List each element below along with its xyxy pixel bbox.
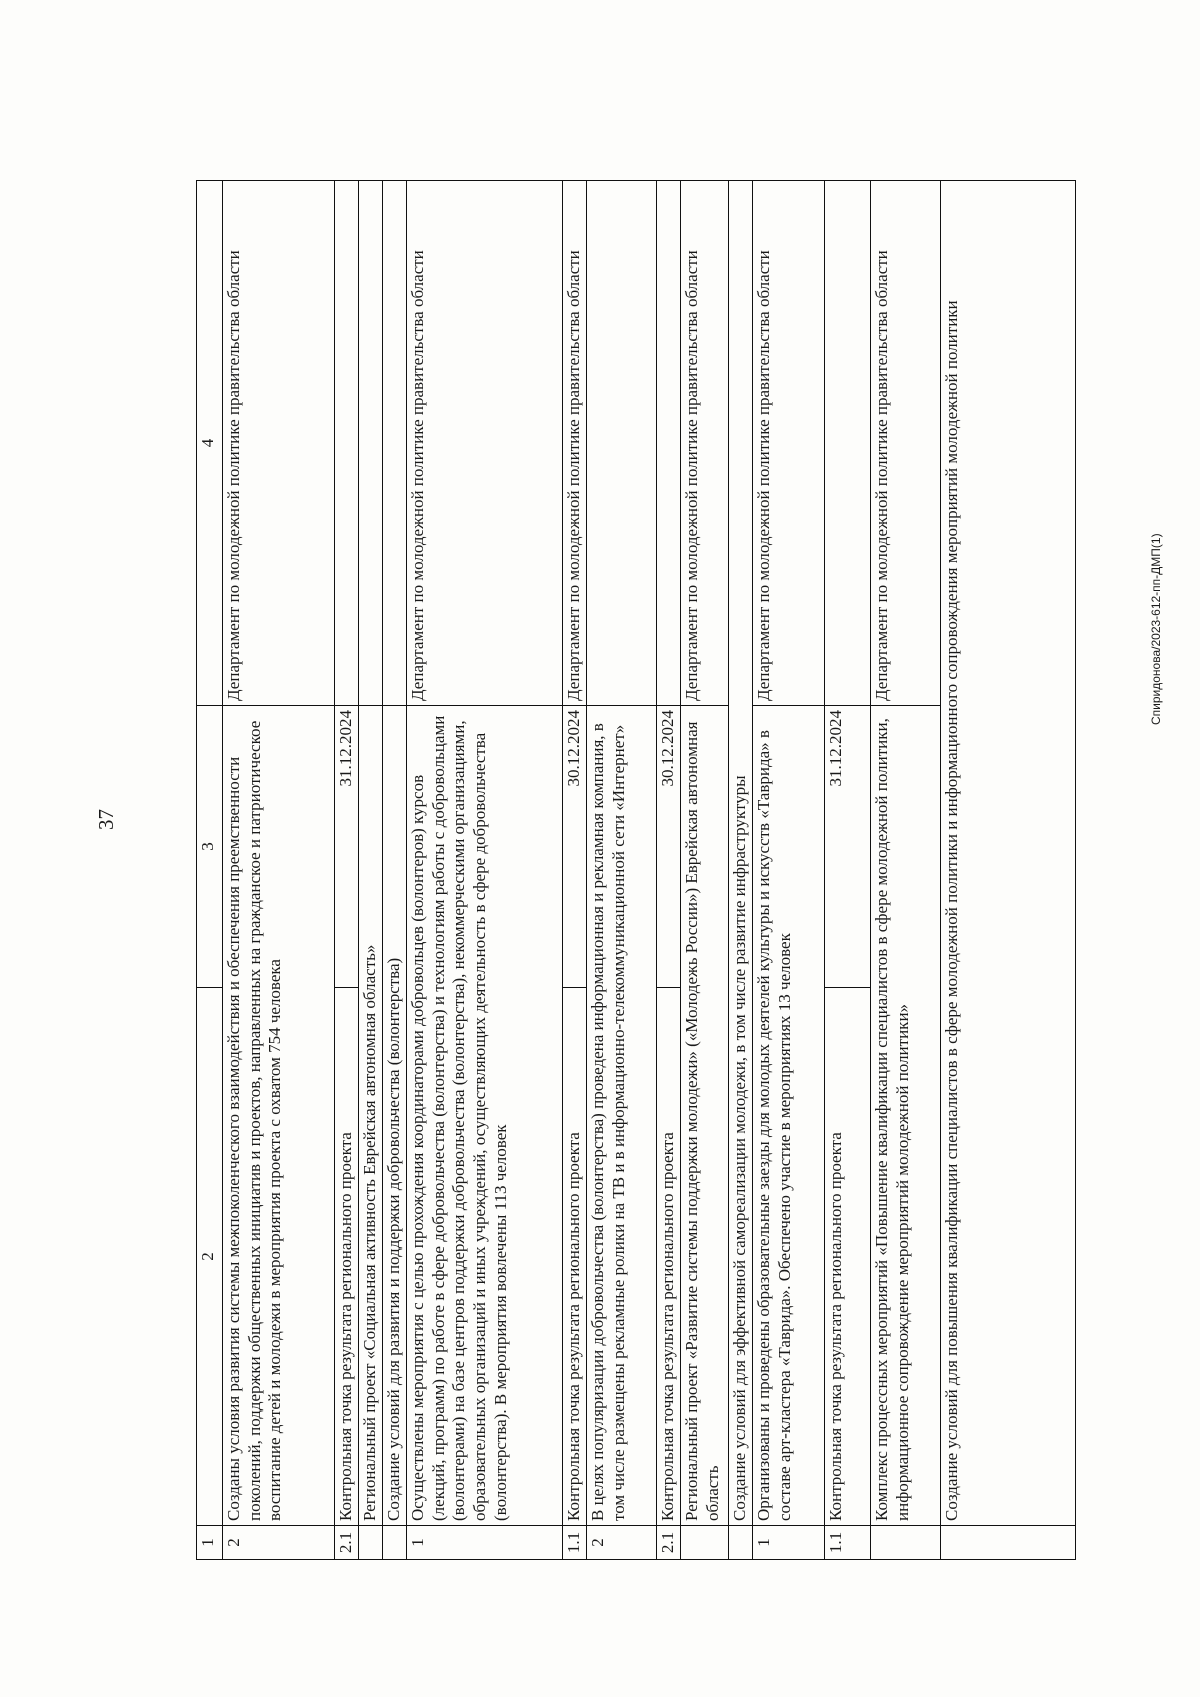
table-header-row	[197, 181, 223, 1559]
table-row	[825, 181, 871, 1559]
row-responsible: Департамент по молодежной политике правительства области	[564, 250, 583, 701]
row-responsible: Департамент по молодежной политике правительства области	[872, 250, 891, 701]
row-responsible	[657, 181, 680, 705]
row-responsible: Департамент по молодежной политике правительства области	[224, 250, 243, 701]
page-number: 37	[94, 809, 118, 830]
row-text: В целях популяризации добровольчества (волонтерства) проведена информационная и рекламная компания, в том числе размещены рекламные ролики на ТВ и в информационно-телекоммуникационной сети «Интернет»	[587, 705, 656, 1525]
table-row	[681, 181, 729, 1559]
header-col-1: 1	[197, 1525, 222, 1559]
header-col-4: 4	[198, 438, 217, 448]
table-row	[941, 181, 1075, 1559]
row-text: Контрольная точка результата регионального проекта	[825, 987, 870, 1525]
row-responsible	[335, 181, 358, 705]
row-number: 2	[223, 1525, 334, 1559]
row-text: Осуществлены мероприятия с целью прохождения координаторами добровольцев (волонтеров) курсов (лекций, программ) по работе в сфере добровольчества (волонтерства) и технологиям работы с добровольцами (волонтерами) на базе центров поддержки добровольчества (волонтерства), некоммерческими организациями, образовательных организаций и иных учреждений, осуществляющих деятельность в сфере добровольчества (волонтерства). В мероприятия вовлечены 113 человек	[407, 705, 562, 1525]
row-text: Контрольная точка результата регионального проекта	[335, 987, 358, 1525]
table-row	[587, 181, 657, 1559]
row-responsible	[383, 181, 406, 705]
section-title: Создание условий для эффективной самореализации молодежи, в том числе развитие инфраструктуры	[730, 775, 749, 1521]
row-number: 1	[407, 1525, 562, 1559]
row-number	[681, 1525, 728, 1559]
table-row	[359, 181, 383, 1559]
row-number: 2	[587, 1525, 656, 1559]
row-number: 2.1	[657, 1525, 680, 1559]
row-text: Контрольная точка результата регионального проекта	[657, 987, 680, 1525]
table-row	[223, 181, 335, 1559]
row-number	[383, 1525, 406, 1559]
row-responsible: Департамент по молодежной политике правительства области	[754, 250, 773, 701]
row-number	[359, 1525, 382, 1559]
row-date: 31.12.2024	[335, 705, 358, 987]
row-number	[941, 1525, 1075, 1559]
document-code: Спиридонова/2023-612-пп-ДМП(1)	[1149, 533, 1163, 725]
row-date: 30.12.2024	[657, 705, 680, 987]
row-responsible	[359, 181, 382, 705]
header-col-2: 2	[197, 987, 222, 1525]
table-row	[657, 181, 681, 1559]
table-row	[871, 181, 941, 1559]
table-row	[383, 181, 407, 1559]
table-row	[729, 181, 753, 1559]
table-row	[335, 181, 359, 1559]
row-number: 1.1	[563, 1525, 586, 1559]
row-number	[729, 1525, 752, 1559]
row-number: 1.1	[825, 1525, 870, 1559]
row-number	[871, 1525, 940, 1559]
row-number: 1	[753, 1525, 824, 1559]
section-title: Региональный проект «Социальная активность Еврейская автономная область»	[359, 705, 382, 1525]
row-text: Организованы и проведены образовательные заезды для молодых деятелей культуры и искусств «Таврида» в составе арт-кластера «Таврида». Обеспечено участие в мероприятиях 13 человек	[753, 705, 824, 1525]
table-row	[563, 181, 587, 1559]
row-date: 30.12.2024	[563, 705, 586, 987]
project-title: Комплекс процессных мероприятий «Повышение квалификации специалистов в сфере молодежной политики, информационное сопровождение мероприятий молодежной политики»	[871, 705, 940, 1525]
section-title: Создание условий для развития и поддержки добровольчества (волонтерства)	[383, 705, 406, 1525]
row-responsible: Департамент по молодежной политике правительства области	[682, 250, 701, 701]
row-text: Созданы условия развития системы межпоколенческого взаимодействия и обеспечения преемственности поколений, поддержки общественных инициатив и проектов, направленных на гражданское и патриотическое воспитание детей и молодежи в мероприятия проекта с охватом 754 человека	[223, 705, 334, 1525]
document-table	[196, 180, 1076, 1560]
row-date: 31.12.2024	[825, 705, 870, 987]
table-row	[753, 181, 825, 1559]
row-responsible	[825, 181, 870, 705]
row-text: Контрольная точка результата регионального проекта	[563, 987, 586, 1525]
row-responsible: Департамент по молодежной политике правительства области	[408, 250, 427, 701]
project-title: Региональный проект «Развитие системы поддержки молодежи» («Молодежь России») Еврейская автономная область	[681, 705, 728, 1525]
table-row	[407, 181, 563, 1559]
row-responsible	[587, 181, 656, 705]
section-title: Создание условий для повышения квалификации специалистов в сфере молодежной политики и информационного сопровождения мероприятий молодежной политики	[942, 300, 961, 1521]
row-number: 2.1	[335, 1525, 358, 1559]
header-col-3: 3	[197, 705, 222, 987]
rotated-page-content	[196, 180, 1076, 1560]
